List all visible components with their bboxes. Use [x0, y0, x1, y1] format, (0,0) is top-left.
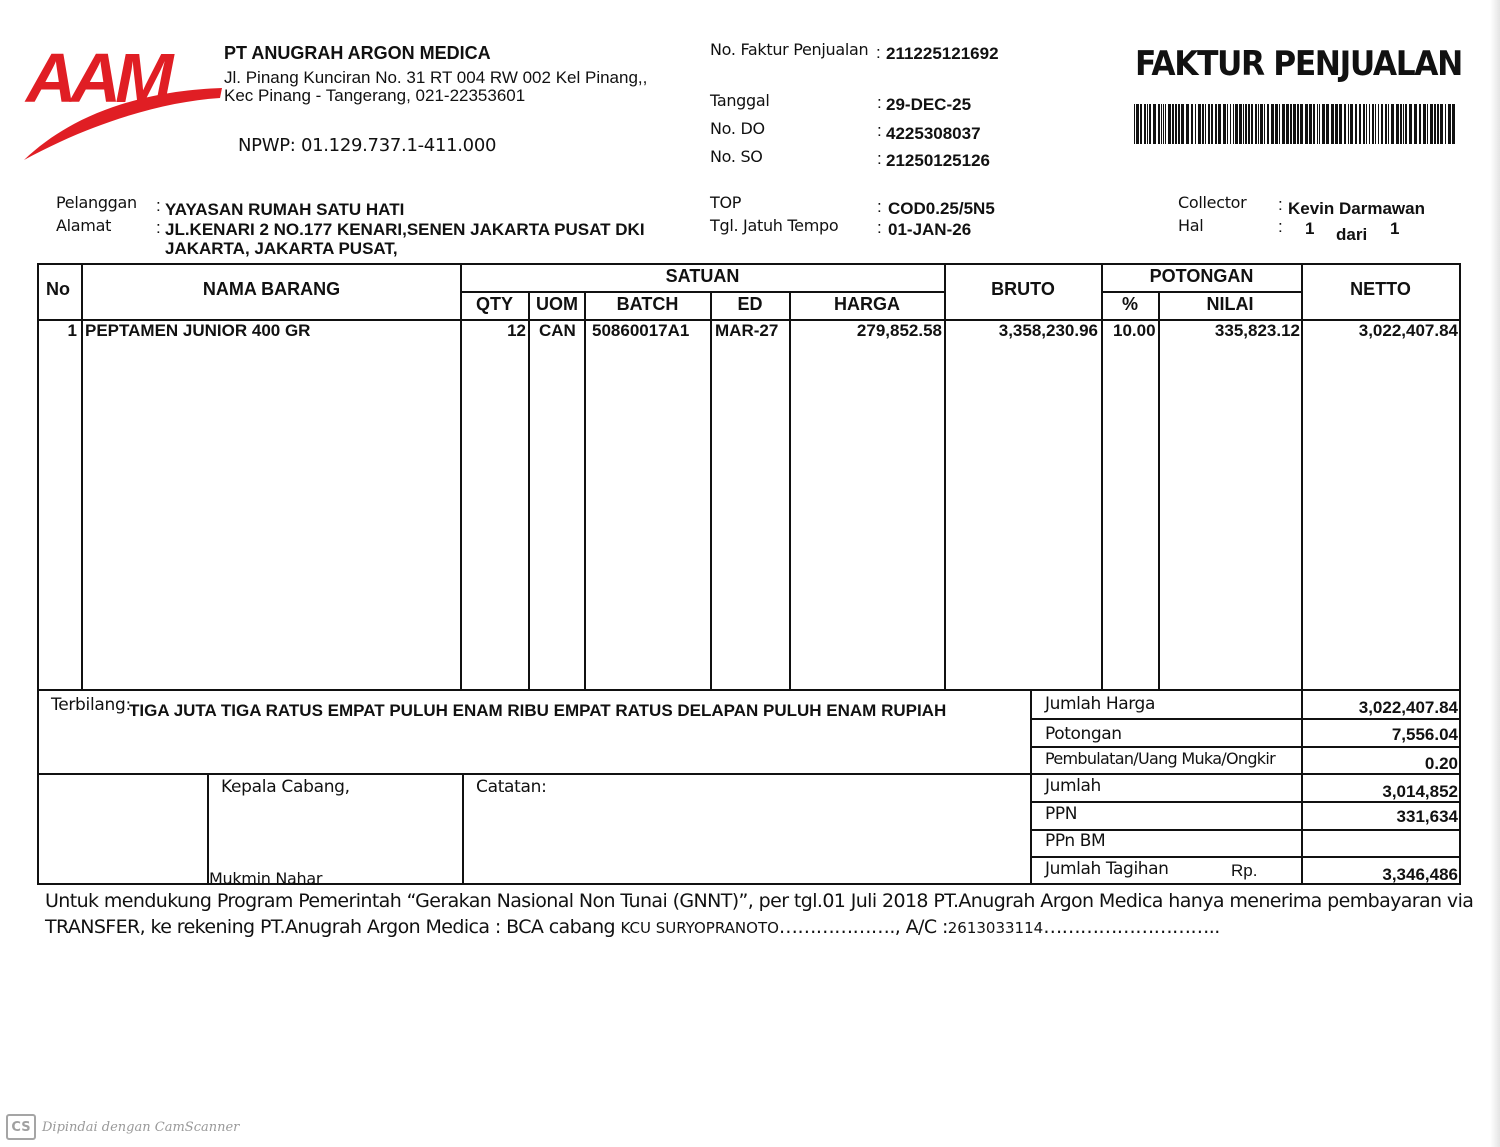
company-npwp: NPWP: 01.129.737.1-411.000: [238, 135, 497, 156]
collector-colon: :: [1278, 195, 1283, 214]
header-nama-barang: NAMA BARANG: [202, 279, 341, 299]
header-satuan: SATUAN: [665, 266, 740, 286]
so-label: No. SO: [710, 147, 763, 166]
camscanner-icon: CS: [6, 1114, 36, 1140]
summary-ppnbm-label: PPn BM: [1045, 831, 1106, 851]
hal-total: 1: [1390, 219, 1400, 238]
hal-of: dari: [1336, 225, 1368, 244]
company-address-line2: Kec Pinang - Tangerang, 021-22353601: [224, 86, 526, 105]
terbilang-value: TIGA JUTA TIGA RATUS EMPAT PULUH ENAM RIBU EMPAT RATUS DELAPAN PULUH ENAM RUPIAH: [129, 701, 947, 720]
svg-text:AAM: AAM: [26, 39, 168, 117]
header-qty: QTY: [475, 294, 513, 314]
header-uom: UOM: [536, 294, 578, 314]
row-qty: 12: [507, 321, 526, 340]
payment-note-line1: Untuk mendukung Program Pemerintah “Gerakan Nasional Non Tunai (GNNT)”, per tgl.01 Juli 2018 PT.Anugrah Argon Medica hanya menerima pembayaran via: [45, 890, 1474, 912]
alamat-line2: JAKARTA, JAKARTA PUSAT,: [165, 239, 398, 258]
summary-potongan-value: 7,556.04: [1391, 725, 1458, 744]
jatuh-tempo-colon: :: [877, 218, 882, 237]
so-value: 21250125126: [886, 151, 991, 170]
scan-edge-shadow: [1490, 0, 1500, 1147]
tanggal-label: Tanggal: [710, 91, 770, 110]
so-colon: :: [877, 149, 882, 168]
row-no: 1: [67, 321, 77, 340]
camscanner-text: Dipindai dengan CamScanner: [42, 1119, 240, 1135]
document-title: FAKTUR PENJUALAN: [1135, 44, 1462, 84]
row-ed: MAR-27: [715, 321, 779, 340]
header-no: No: [46, 279, 70, 299]
payment-note-line2: TRANSFER, ke rekening PT.Anugrah Argon Medica : BCA cabang KCU SURYOPRANOTO………………., A/C :2613033114………………………..: [45, 916, 1220, 938]
terbilang-label: Terbilang:: [51, 695, 131, 715]
company-logo: [20, 28, 225, 168]
summary-rp-label: Rp.: [1231, 861, 1258, 880]
company-name: PT ANUGRAH ARGON MEDICA: [224, 43, 491, 63]
header-nilai: NILAI: [1206, 294, 1254, 314]
camscanner-watermark: [6, 1114, 239, 1140]
do-label: No. DO: [710, 119, 765, 138]
top-label: TOP: [710, 193, 742, 212]
summary-pembulatan-value: 0.20: [1424, 754, 1458, 773]
signature-name: Mukmin Nahar: [209, 869, 323, 888]
row-uom: CAN: [539, 321, 576, 340]
pelanggan-label: Pelanggan: [56, 193, 137, 212]
hal-label: Hal: [1178, 216, 1204, 235]
row-harga: 279,852.58: [856, 321, 942, 340]
company-address-line1: Jl. Pinang Kunciran No. 31 RT 004 RW 002 Kel Pinang,,: [224, 68, 648, 87]
alamat-colon: :: [156, 218, 161, 237]
row-netto: 3,022,407.84: [1358, 321, 1458, 340]
summary-ppn-label: PPN: [1045, 804, 1078, 824]
collector-value: Kevin Darmawan: [1288, 199, 1425, 218]
row-pct: 10.00: [1113, 321, 1156, 340]
faktur-number-label: No. Faktur Penjualan: [710, 40, 869, 59]
header-bruto: BRUTO: [991, 279, 1055, 299]
invoice-table: [37, 263, 1461, 887]
summary-jumlah-label: Jumlah: [1045, 776, 1101, 796]
row-nama-barang: PEPTAMEN JUNIOR 400 GR: [85, 321, 311, 340]
header-batch: BATCH: [616, 294, 679, 314]
header-netto: NETTO: [1350, 279, 1411, 299]
header-ed: ED: [737, 294, 763, 314]
do-value: 4225308037: [886, 124, 981, 143]
summary-jumlah-tagihan-value: 3,346,486: [1382, 865, 1458, 884]
signature-title: Kepala Cabang,: [221, 777, 350, 797]
faktur-number-value: 211225121692: [886, 44, 999, 63]
barcode: [1134, 104, 1456, 144]
alamat-line1: JL.KENARI 2 NO.177 KENARI,SENEN JAKARTA PUSAT DKI: [165, 220, 645, 239]
summary-jumlah-harga-value: 3,022,407.84: [1358, 698, 1458, 717]
summary-potongan-label: Potongan: [1045, 724, 1122, 744]
header-pct: %: [1121, 294, 1138, 314]
collector-label: Collector: [1178, 193, 1247, 212]
account-number: 2613033114: [947, 919, 1044, 937]
top-value: COD0.25/5N5: [888, 199, 995, 218]
summary-pembulatan-label: Pembulatan/Uang Muka/Ongkir: [1045, 749, 1275, 768]
hal-colon: :: [1278, 217, 1283, 236]
summary-ppn-value: 331,634: [1396, 807, 1458, 826]
bank-branch: KCU SURYOPRANOTO: [620, 919, 779, 937]
tanggal-colon: :: [877, 93, 882, 112]
pelanggan-value: YAYASAN RUMAH SATU HATI: [165, 200, 405, 219]
row-bruto: 3,358,230.96: [998, 321, 1098, 340]
do-colon: :: [877, 121, 882, 140]
jatuh-tempo-value: 01-JAN-26: [888, 220, 972, 239]
faktur-number-colon: :: [876, 43, 881, 62]
summary-jumlah-tagihan-label: Jumlah Tagihan: [1045, 859, 1169, 879]
header-harga: HARGA: [834, 294, 900, 314]
top-colon: :: [877, 197, 882, 216]
catatan-label: Catatan:: [476, 777, 547, 797]
pelanggan-colon: :: [156, 196, 161, 215]
payment-note: [45, 888, 1473, 941]
row-nilai: 335,823.12: [1214, 321, 1300, 340]
row-batch: 50860017A1: [592, 321, 690, 340]
tanggal-value: 29-DEC-25: [886, 95, 972, 114]
alamat-label: Alamat: [56, 216, 112, 235]
hal-page: 1: [1305, 219, 1315, 238]
header-potongan: POTONGAN: [1149, 266, 1254, 286]
summary-jumlah-value: 3,014,852: [1382, 782, 1458, 801]
jatuh-tempo-label: Tgl. Jatuh Tempo: [710, 216, 839, 235]
summary-jumlah-harga-label: Jumlah Harga: [1045, 694, 1155, 714]
